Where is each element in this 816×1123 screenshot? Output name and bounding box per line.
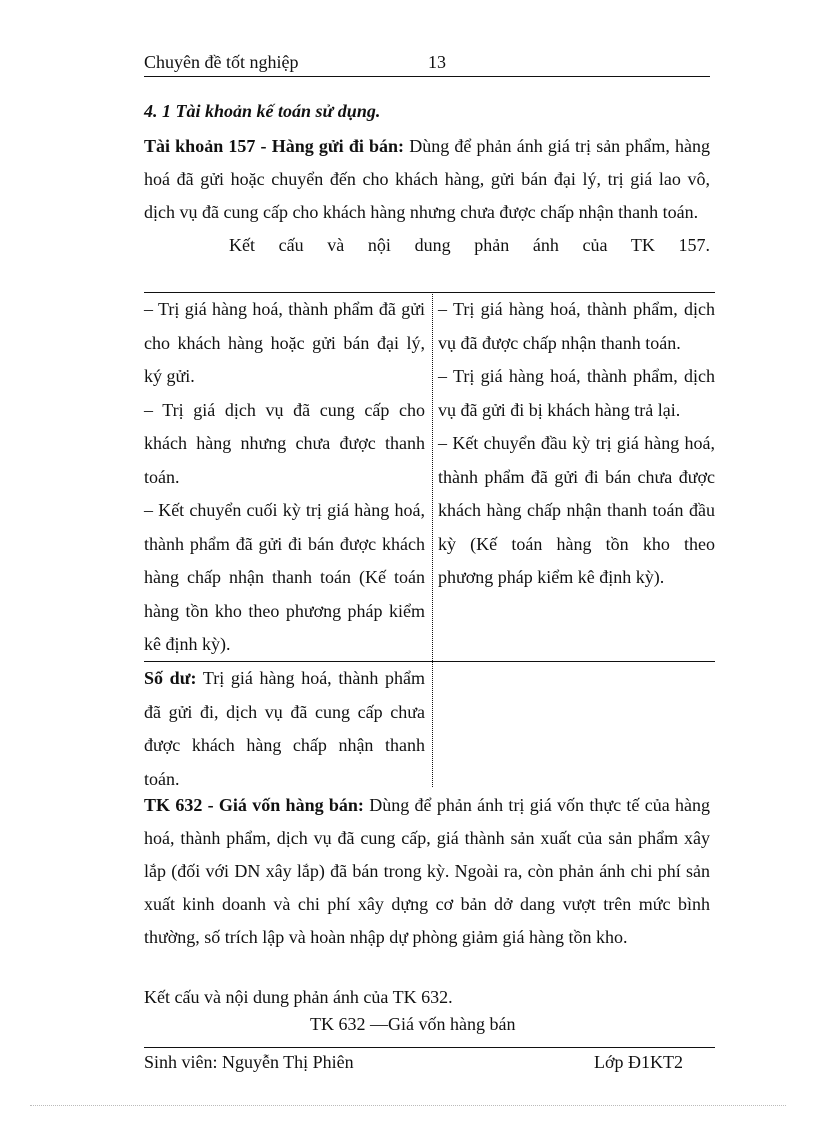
- tk632-paragraph: [144, 789, 710, 954]
- debit-item: – Trị giá hàng hoá, thành phẩm đã gửi cho khách hàng hoặc gửi bán đại lý, ký gửi.: [144, 299, 425, 386]
- tk157-structure-line: Kết cấu và nội dung phản ánh của TK 157.: [229, 235, 710, 255]
- tk157-paragraph: [144, 130, 710, 262]
- credit-column: [438, 293, 715, 595]
- page-header: [144, 52, 710, 77]
- balance-label: Số dư:: [144, 668, 197, 688]
- credit-item: – Trị giá hàng hoá, thành phẩm, dịch vụ đã được chấp nhận thanh toán.: [438, 299, 715, 353]
- debit-item: – Kết chuyển cuối kỳ trị giá hàng hoá, thành phẩm đã gửi đi bán được khách hàng chấp nhận thanh toán (Kế toán hàng tồn kho theo phương pháp kiểm kê định kỳ).: [144, 500, 425, 654]
- credit-item: – Trị giá hàng hoá, thành phẩm, dịch vụ đã gửi đi bị khách hàng trả lại.: [438, 366, 715, 420]
- tk632-structure-line: Kết cấu và nội dung phản ánh của TK 632.: [144, 987, 453, 1007]
- table-column-divider: [432, 292, 433, 787]
- page-number: 13: [428, 52, 446, 72]
- tk157-label: Tài khoản 157 - Hàng gửi đi bán:: [144, 136, 405, 156]
- footer-class: Lớp Đ1KT2: [594, 1052, 684, 1072]
- t-account-table: [144, 292, 715, 787]
- balance-cell: [144, 662, 425, 796]
- page-footer: [144, 1047, 715, 1076]
- balance-text: Trị giá hàng hoá, thành phẩm đã gửi đi, dịch vụ đã cung cấp chưa được khách hàng chấp nhận thanh toán.: [144, 668, 425, 789]
- debit-item: – Trị giá dịch vụ đã cung cấp cho khách hàng nhưng chưa được thanh toán.: [144, 399, 425, 487]
- header-title: Chuyên đề tốt nghiệp: [144, 52, 299, 72]
- credit-item: – Kết chuyển đầu kỳ trị giá hàng hoá, thành phẩm đã gửi đi bán chưa được khách hàng chấp nhận thanh toán đầu kỳ (Kế toán hàng tồn kho theo phương pháp kiểm kê định kỳ).: [438, 433, 715, 587]
- tk157-text: Dùng để phản ánh giá trị sản phẩm, hàng hoá đã gửi hoặc chuyển đến cho khách hàng, gửi bán đại lý, trị giá lao vô, dịch vụ đã cung cấp cho khách hàng nhưng chưa được chấp nhận thanh toán.: [144, 136, 711, 222]
- tk632-account-title: [310, 1014, 515, 1035]
- section-heading: 4. 1 Tài khoản kế toán sử dụng.: [144, 101, 381, 121]
- tk632-account-name: —Giá vốn hàng bán: [365, 1014, 516, 1034]
- page-bottom-divider: [30, 1105, 786, 1106]
- tk632-text: Dùng để phản ánh trị giá vốn thực tế của hàng hoá, thành phẩm, dịch vụ đã cung cấp, giá thành sản xuất của sản phẩm xây lắp (đối với DN xây lắp) đã bán trong kỳ. Ngoài ra, còn phản ánh chi phí sản xuất kinh doanh và chi phí xây dựng cơ bản dở dang vượt trên mức bình thường, số trích lập và hoàn nhập dự phòng giảm giá hàng tồn kho.: [144, 795, 710, 947]
- tk632-label: TK 632 - Giá vốn hàng bán:: [144, 795, 364, 815]
- footer-student: Sinh viên: Nguyễn Thị Phiên: [144, 1052, 354, 1072]
- tk632-account-label: TK 632: [310, 1014, 366, 1034]
- debit-column: [144, 293, 425, 662]
